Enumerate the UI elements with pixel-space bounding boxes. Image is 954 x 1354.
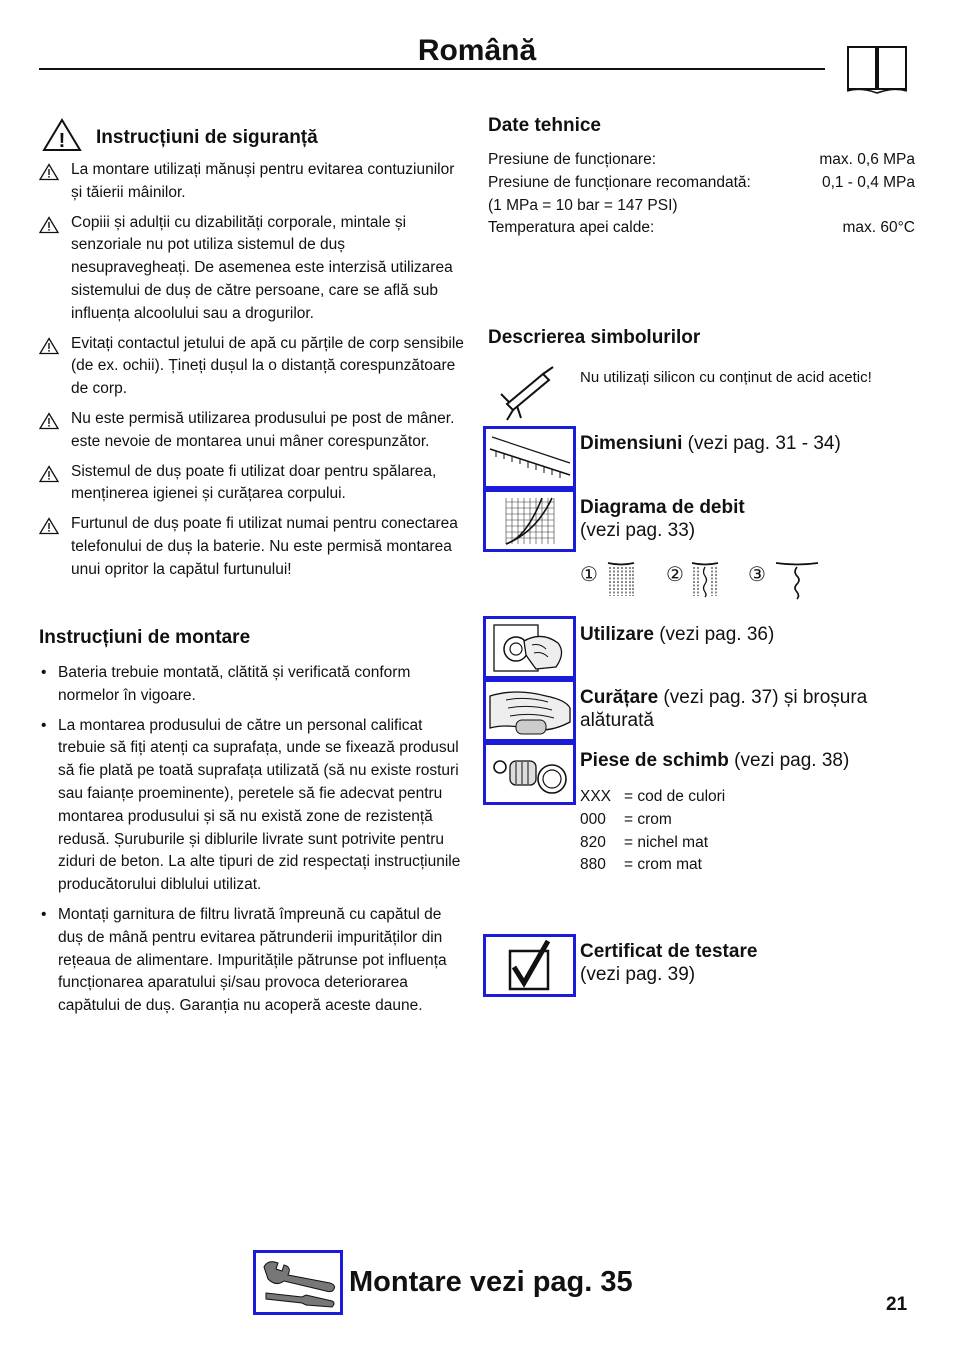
rain-spray-icon	[606, 560, 636, 598]
safety-item: Copiii și adulții cu dizabilități corporale, mintale și senzoriale nu pot utiliza sistemul de duș nesupravegheați. De asemenea este interzisă utilizarea sistemului de duș de către persoane, care se află sub influența alcoolului sau a drogurilor.	[39, 212, 467, 326]
silicone-gun-icon	[497, 364, 559, 422]
spare-parts-icon	[486, 745, 573, 802]
list-item: • Montați garnitura de filtru livrată împreună cu capătul de duș de mână pentru evitarea pătrunderii impurităților din rețeaua de alimentare. Impuritățile pătrunse pot influența funcționarea aparatului și/sau provoca deteriorarea capătului de duș. Garanția nu acoperă aceste daune.	[39, 904, 469, 1018]
safety-section	[39, 118, 467, 589]
warning-triangle-icon	[39, 216, 59, 234]
tech-section	[488, 115, 915, 240]
spares-label: Piese de schimb (vezi pag. 38)	[580, 750, 850, 771]
color-code-row: 000 = crom	[580, 810, 672, 828]
dimensions-label: Dimensiuni (vezi pag. 31 - 34)	[580, 433, 841, 454]
knob-hand-icon	[486, 619, 573, 676]
safety-item: Evitați contactul jetului de apă cu părțile de corp sensibile (de ex. ochii). Țineți dușul la o distanță corespunzătoare de corp.	[39, 333, 467, 401]
cleaning-hand-icon	[486, 682, 573, 739]
mounting-heading: Instrucțiuni de montare	[39, 627, 251, 648]
ruler-icon	[486, 429, 573, 486]
color-code-row: 820 = nichel mat	[580, 833, 709, 851]
mixed-spray-icon	[690, 560, 720, 598]
certificate-label: Certificat de testare (vezi pag. 39)	[580, 941, 758, 985]
title-rule	[39, 68, 825, 70]
spec-row: Presiune de funcționare recomandată: 0,1 - 0,4 MPa	[488, 173, 915, 191]
warning-triangle-icon	[39, 517, 59, 535]
spec-row: (1 MPa = 10 bar = 147 PSI)	[488, 196, 678, 214]
color-codes	[580, 786, 725, 877]
warning-triangle-icon	[39, 412, 59, 430]
flow-label: Diagrama de debit (vezi pag. 33)	[580, 497, 745, 541]
safety-heading: Instrucțiuni de siguranță	[96, 127, 318, 148]
safety-item: Furtunul de duș poate fi utilizat numai pentru conectarea telefonului de duș la baterie. Nu este permisă montarea unui opritor la capătul furtunului!	[39, 513, 467, 581]
list-item: • La montarea produsului de către un personal calificat trebuie să fiți atenți ca suprafața, unde se fixează produsul să fie plată pe toată suprafața utilizată (să nu existe rosturi sau faianțe proeminente), peretele să fie adecvat pentru montarea produsului și să nu există zone de rezistență redusă. Șuruburile și diblurile livrate sunt potrivite pentru ziduri de beton. La alte tipuri de zid respectați instrucțiunile producătorului diblului utilizat.	[39, 715, 469, 897]
safety-item: La montare utilizați mănuși pentru evitarea contuziunilor și tăierii mâinilor.	[39, 159, 467, 205]
massage-spray-icon	[774, 560, 820, 600]
operation-icon-box	[483, 616, 576, 679]
tech-heading: Date tehnice	[488, 115, 601, 136]
cleaning-label: Curățare (vezi pag. 37) și broșura alăturată	[580, 687, 868, 731]
flow-icon-box	[483, 489, 576, 552]
spray-types	[580, 560, 830, 600]
dimensions-icon-box	[483, 426, 576, 489]
warning-triangle-icon	[42, 118, 82, 152]
color-code-row: XXX = cod de culori	[580, 788, 726, 805]
page-title: Română	[417, 34, 537, 67]
book-icon	[845, 43, 909, 95]
flow-diagram-icon	[486, 492, 573, 549]
spec-row: Temperatura apei calde: max. 60°C	[488, 219, 915, 237]
safety-item: Sistemul de duș poate fi utilizat doar pentru spălarea, menținerea igienei și curățarea corpului.	[39, 461, 467, 507]
safety-item: Nu este permisă utilizarea produsului pe post de mâner. este nevoie de montarea unui mâner corespunzător.	[39, 408, 467, 454]
assembly-icon-box	[253, 1250, 343, 1315]
spec-row: Presiune de funcționare: max. 0,6 MPa	[488, 151, 915, 168]
cleaning-icon-box	[483, 679, 576, 742]
warning-triangle-icon	[39, 465, 59, 483]
page-number: 21	[886, 1294, 908, 1315]
assembly-reference: Montare vezi pag. 35	[349, 1266, 633, 1298]
symbols-heading: Descrierea simbolurilor	[488, 327, 701, 348]
operation-label: Utilizare (vezi pag. 36)	[580, 624, 775, 645]
certificate-icon-box	[483, 934, 576, 997]
spares-icon-box	[483, 742, 576, 805]
warning-triangle-icon	[39, 163, 59, 181]
checkmark-icon	[486, 937, 573, 994]
spray-number: ②	[666, 564, 684, 586]
color-code-row: 880 = crom mat	[580, 856, 702, 874]
warning-triangle-icon	[39, 337, 59, 355]
wrench-screwdriver-icon	[256, 1253, 340, 1312]
silicone-note: Nu utilizați silicon cu conținut de acid acetic!	[580, 369, 872, 386]
spray-number: ①	[580, 564, 598, 586]
mounting-section	[39, 627, 469, 1025]
svg-text:!: !	[58, 130, 66, 152]
list-item: • Bateria trebuie montată, clătită și verificată conform normelor în vigoare.	[39, 662, 469, 708]
spray-number: ③	[748, 564, 766, 586]
